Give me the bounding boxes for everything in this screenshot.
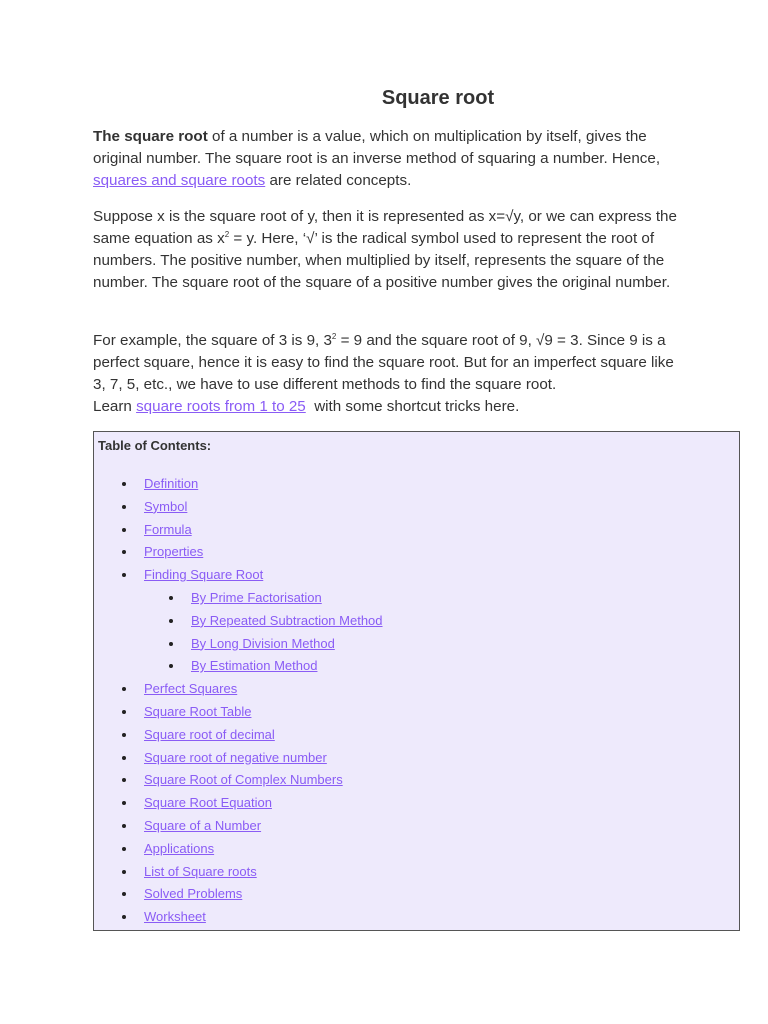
toc-item (94, 701, 734, 724)
toc-item (94, 541, 734, 564)
bullet-icon (122, 824, 126, 828)
toc-link[interactable]: Square Root of Complex Numbers (144, 772, 343, 788)
toc-item (94, 883, 734, 906)
toc-item (94, 724, 734, 747)
intro-text-b: are related concepts. (265, 172, 412, 189)
bullet-icon (169, 596, 173, 600)
toc-item (94, 473, 734, 496)
toc-list (94, 473, 734, 929)
toc-title: Table of Contents: (98, 438, 212, 453)
toc-item (94, 610, 734, 633)
square-roots-1-to-25-link[interactable]: square roots from 1 to 25 (136, 398, 306, 415)
bullet-icon (169, 619, 173, 623)
bullet-icon (122, 870, 126, 874)
toc-link[interactable]: Square Root Equation (144, 795, 272, 811)
exponent: 2 (331, 331, 337, 341)
example-text-a: For example, the square of 3 is 9, 3 (93, 332, 332, 349)
bullet-icon (122, 756, 126, 760)
toc-link[interactable]: Perfect Squares (144, 681, 238, 697)
toc-link[interactable]: Square root of decimal (144, 726, 275, 742)
bullet-icon (122, 733, 126, 737)
toc-item (94, 861, 734, 884)
toc-link[interactable]: Square root of negative number (144, 749, 327, 765)
toc-item (94, 519, 734, 542)
squares-and-square-roots-link[interactable]: squares and square roots (93, 172, 266, 189)
toc-link[interactable]: By Prime Factorisation (191, 589, 322, 605)
bullet-icon (122, 550, 126, 554)
toc-link[interactable]: Symbol (144, 498, 188, 514)
exponent: 2 (224, 229, 230, 239)
toc-item (94, 769, 734, 792)
toc-link[interactable]: Worksheet (144, 909, 206, 925)
toc-item (94, 587, 734, 610)
bold-lead: The square root (93, 128, 208, 145)
bullet-icon (122, 915, 126, 919)
toc-link[interactable]: By Repeated Subtraction Method (191, 612, 383, 628)
toc-link[interactable]: Square of a Number (144, 817, 262, 833)
bullet-icon (122, 892, 126, 896)
example-paragraph (93, 330, 683, 418)
toc-item (94, 496, 734, 519)
learn-suffix: with some shortcut tricks here. (305, 398, 520, 415)
toc-link[interactable]: Square Root Table (144, 703, 252, 719)
table-of-contents (93, 431, 740, 931)
toc-link[interactable]: Definition (144, 476, 199, 491)
bullet-icon (122, 801, 126, 805)
bullet-icon (122, 687, 126, 691)
bullet-icon (122, 778, 126, 782)
toc-item (94, 564, 734, 587)
toc-item (94, 655, 734, 678)
learn-prefix: Learn (93, 398, 137, 415)
bullet-icon (122, 573, 126, 577)
definition-paragraph (93, 206, 683, 294)
toc-link[interactable]: Properties (144, 544, 204, 560)
toc-item (94, 633, 734, 656)
definition-text-b: = y. Here, ‘√’ is the radical symbol used to represent the root of numbers. The positive number, when multiplied by itself, represents the square of the number. The square root of the square of a positive number gives the original number. (93, 230, 671, 291)
intro-paragraph (93, 126, 683, 192)
bullet-icon (169, 664, 173, 668)
toc-item (94, 792, 734, 815)
toc-link[interactable]: By Long Division Method (191, 635, 335, 651)
bullet-icon (122, 482, 126, 486)
bullet-icon (122, 847, 126, 851)
toc-item (94, 747, 734, 770)
toc-link[interactable]: Formula (144, 521, 192, 537)
toc-link[interactable]: List of Square roots (144, 863, 257, 879)
toc-item (94, 815, 734, 838)
intro-text-a: of a number is a value, which on multiplication by itself, gives the original number. The square root is an inverse method of squaring a number. Hence, (93, 128, 661, 167)
bullet-icon (122, 710, 126, 714)
toc-item (94, 838, 734, 861)
bullet-icon (122, 528, 126, 532)
toc-item (94, 906, 734, 929)
definition-text-a: Suppose x is the square root of y, then it is represented as x=√y, or we can express the same equation as x (93, 208, 677, 247)
toc-link[interactable]: Finding Square Root (144, 567, 264, 583)
toc-link[interactable]: Applications (144, 840, 215, 856)
bullet-icon (169, 642, 173, 646)
toc-link[interactable]: By Estimation Method (191, 658, 318, 674)
toc-item (94, 678, 734, 701)
page-title: Square root (381, 87, 495, 109)
example-text-b: = 9 and the square root of 9, √9 = 3. Since 9 is a perfect square, hence it is easy to find the square root. But for an imperfect square like 3, 7, 5, etc., we have to use different methods to find the square root. (93, 332, 674, 393)
bullet-icon (122, 505, 126, 509)
toc-link[interactable]: Solved Problems (144, 886, 243, 902)
